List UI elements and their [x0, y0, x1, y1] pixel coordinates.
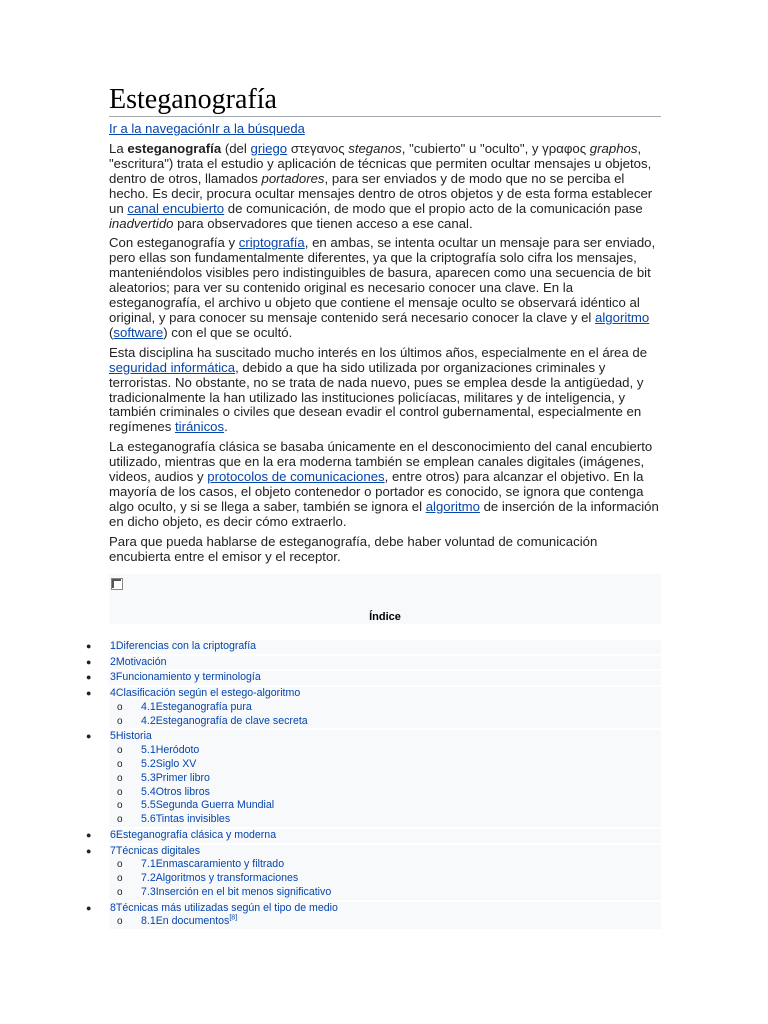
link-algoritmo[interactable]: algoritmo — [425, 498, 480, 514]
text: , "escritura") trata el estudio y aplicación de técnicas que permiten ocultar mensajes u objetos, dentro de otros, llamados — [109, 141, 652, 186]
toc-label: Enmascaramiento y filtrado — [155, 858, 285, 871]
toc-item — [0, 829, 768, 843]
text: ) con el que se ocultó. — [163, 324, 293, 340]
toc-list — [0, 640, 768, 929]
toc-label: Funcionamiento y terminología — [115, 671, 261, 684]
reference-superscript[interactable]: [8] — [229, 914, 238, 922]
toc-label: Heródoto — [155, 744, 200, 757]
toc-label: Esteganografía pura — [155, 700, 252, 713]
text: Con esteganografía y — [109, 235, 239, 251]
toc-number: 8.1 — [141, 915, 156, 928]
toc-item — [0, 902, 768, 916]
article — [109, 84, 661, 564]
bullet-icon: ● — [86, 731, 92, 742]
toc-label: Otros libros — [155, 785, 210, 798]
paragraph-voluntad — [109, 535, 661, 565]
paragraph-intro — [109, 142, 661, 231]
paragraph-criptografia — [109, 236, 661, 340]
bullet-icon: ● — [86, 829, 92, 840]
toc-label: Técnicas más utilizadas según el tipo de medio — [115, 901, 338, 914]
toc-link[interactable] — [141, 772, 210, 786]
toc-link[interactable] — [141, 813, 230, 827]
toc-number: 7.1 — [141, 858, 156, 871]
toc-item — [0, 687, 768, 701]
sub-bullet-icon: o — [117, 859, 123, 871]
sub-bullet-icon: o — [117, 745, 123, 757]
sub-bullet-icon: o — [117, 758, 123, 770]
toc-toggle-checkbox[interactable] — [111, 578, 123, 590]
sub-bullet-icon: o — [117, 814, 123, 826]
toc-number: 5 — [110, 730, 116, 743]
toc-number: 4.1 — [141, 700, 156, 713]
bullet-icon: ● — [86, 641, 92, 651]
text: , en ambas, se intenta ocultar un mensaje para ser enviado, pero ellas son fundamentalmente diferentes, ya que la criptografía solo cifra los mensajes, manteniéndolos visibles pero indistinguibles de basura, aparecen como una secuencia de bit aleatorios; para ver su contenido original es necesario conocer una clave. En la esteganografía, el archivo u objeto que contiene el mensaje oculto se observará idéntico al original, y para conocer su mensaje contenido será necesario conocer la clave y el — [109, 235, 656, 325]
toc-link[interactable] — [141, 799, 274, 813]
toc-link[interactable] — [110, 845, 200, 859]
toc-item — [0, 671, 768, 685]
sub-bullet-icon: o — [117, 772, 123, 784]
text: (del — [221, 141, 251, 156]
toc-link[interactable] — [141, 715, 308, 729]
toc-item — [0, 886, 768, 900]
toc-label: Tintas invisibles — [155, 813, 231, 826]
toc-number: 4.2 — [141, 714, 156, 727]
link-griego[interactable]: griego — [250, 141, 288, 156]
toc-link[interactable] — [110, 829, 276, 843]
toc-link[interactable] — [110, 656, 167, 670]
skip-to-search-link[interactable]: Ir a la búsqueda — [211, 121, 305, 136]
text: στεγανος — [287, 141, 349, 156]
toc-number: 6 — [110, 828, 116, 841]
bullet-icon: ● — [86, 672, 92, 683]
page-title: Esteganografía — [109, 84, 661, 117]
text: Esta disciplina ha suscitado mucho interés en los últimos años, especialmente en el área de — [109, 344, 648, 360]
toc-item — [0, 772, 768, 786]
term-bold: esteganografía — [127, 141, 222, 156]
text: La esteganografía clásica se basaba únicamente en el desconocimiento del canal encubierto utilizado, mientras que en la era moderna también se emplean canales digitales (imágenes, videos, audios y — [109, 439, 653, 485]
toc-number: 7 — [110, 844, 116, 857]
paragraph-clasica — [109, 440, 661, 529]
bullet-icon: ● — [86, 688, 92, 699]
link-software[interactable]: software — [113, 324, 164, 340]
term-italic: portadores — [261, 170, 325, 186]
text: , debido a que ha sido utilizada por organizaciones criminales y terroristas. No obstante, no se trata de nada nuevo, pues se emplea desde la antigüedad, y tradicionalmente la han utilizado las instituciones policíacas, militares y de inteligencia, y también criminales o civiles que desean evadir el control gubernamental, especialmente en regímenes — [109, 359, 644, 435]
toc-label: Algoritmos y transformaciones — [155, 872, 299, 885]
toc-label: Historia — [115, 730, 152, 743]
toc-item — [0, 640, 768, 654]
text: , para ser enviados y de modo que no se perciba el hecho. Es decir, procura ocultar mensajes dentro de otros objetos y de esta forma establecer un — [109, 170, 653, 216]
toc-link[interactable] — [110, 640, 256, 654]
term-italic: inadvertido — [109, 215, 174, 231]
sub-bullet-icon: o — [117, 701, 123, 713]
toc-link[interactable] — [141, 701, 252, 715]
toc-number: 7.3 — [141, 885, 156, 898]
paragraph-interes — [109, 346, 661, 435]
toc-item — [0, 872, 768, 886]
toc-link[interactable] — [141, 915, 237, 929]
toc-link[interactable] — [110, 687, 300, 701]
toc-item — [0, 813, 768, 827]
toc-item — [0, 858, 768, 872]
toc-label: Inserción en el bit menos significativo — [155, 885, 332, 898]
toc-number: 5.4 — [141, 785, 156, 798]
toc-link[interactable] — [141, 744, 199, 758]
toc-label: Siglo XV — [155, 757, 197, 770]
toc-number: 5.5 — [141, 799, 156, 812]
toc-link[interactable] — [141, 758, 196, 772]
link-seguridad-informatica[interactable]: seguridad informática — [109, 359, 236, 375]
toc-item — [0, 799, 768, 813]
toc-link[interactable] — [110, 730, 152, 744]
toc-number: 7.2 — [141, 872, 156, 885]
toc-link[interactable] — [110, 671, 261, 685]
toc-link[interactable] — [110, 902, 338, 916]
toc-link[interactable] — [141, 886, 331, 900]
toc-item — [0, 786, 768, 800]
toc-number: 5.1 — [141, 744, 156, 757]
toc-label: Diferencias con la criptografía — [115, 640, 257, 652]
toc-label: Técnicas digitales — [115, 844, 201, 857]
toc-label: Primer libro — [155, 771, 210, 784]
toc-number: 5.2 — [141, 757, 156, 770]
toc-item — [0, 758, 768, 772]
link-algoritmo[interactable]: algoritmo — [595, 309, 650, 325]
toc-header — [109, 574, 661, 624]
text: , "cubierto" u "oculto", y γραφος — [401, 141, 590, 156]
sub-bullet-icon: o — [117, 715, 123, 727]
text: de comunicación, de modo que el propio acto de la comunicación pase — [224, 200, 643, 216]
text: de inserción de la información en dicho objeto, es decir cómo extraerlo. — [109, 498, 659, 529]
toc-title: Índice — [369, 611, 401, 623]
text: . — [224, 419, 228, 435]
toc-item — [0, 656, 768, 670]
toc-item — [0, 744, 768, 758]
sub-bullet-icon: o — [117, 873, 123, 885]
bullet-icon: ● — [86, 902, 92, 913]
toc-item — [0, 701, 768, 715]
toc-number: 3 — [110, 671, 116, 684]
bullet-icon: ● — [86, 845, 92, 856]
toc-label: Motivación — [115, 655, 167, 668]
term-italic: graphos — [589, 141, 638, 156]
toc-item — [0, 715, 768, 729]
toc-label: Esteganografía de clave secreta — [155, 714, 308, 727]
sub-bullet-icon: o — [117, 786, 123, 798]
toc-label: Segunda Guerra Mundial — [155, 799, 275, 812]
toc-number: 5.3 — [141, 771, 156, 784]
toc-number: 1 — [110, 640, 116, 652]
toc-link[interactable] — [141, 786, 210, 800]
text: para observadores que tienen acceso a ese canal. — [173, 215, 473, 231]
toc-number: 4 — [110, 687, 116, 700]
skip-to-navigation-link[interactable]: Ir a la navegación — [109, 121, 212, 136]
toc-item — [0, 730, 768, 744]
link-criptografia[interactable]: criptografía — [238, 235, 305, 251]
toc-item — [0, 845, 768, 859]
text: La — [109, 141, 128, 156]
bullet-icon: ● — [86, 656, 92, 667]
skip-links — [109, 121, 661, 137]
toc-link[interactable] — [141, 872, 298, 886]
text: ( — [109, 324, 114, 340]
toc-number: 8 — [110, 901, 116, 914]
link-tiranicos[interactable]: tiránicos — [174, 419, 225, 435]
text: , entre otros) para alcanzar el objetivo. En la mayoría de los casos, el objeto contenedor o portador es conocido, se ignora que contenga algo oculto, y si se llega a saber, también se ignora el — [109, 469, 644, 514]
link-protocolos-de-comunicaciones[interactable]: protocolos de comunicaciones — [207, 469, 385, 485]
sub-bullet-icon: o — [117, 800, 123, 812]
sub-bullet-icon: o — [117, 916, 123, 928]
toc-label: En documentos — [155, 915, 230, 928]
toc-number: 5.6 — [141, 813, 156, 826]
toc-item — [0, 915, 768, 929]
toc-label: Esteganografía clásica y moderna — [115, 828, 277, 841]
toc-label: Clasificación según el estego-algoritmo — [115, 687, 301, 700]
sub-bullet-icon: o — [117, 886, 123, 898]
text: Para que pueda hablarse de esteganografía, debe haber voluntad de comunicación encubierta entre el emisor y el receptor. — [109, 533, 598, 564]
term-italic: steganos — [348, 141, 402, 156]
link-canal-encubierto[interactable]: canal encubierto — [127, 200, 225, 216]
toc-number: 2 — [110, 655, 116, 668]
toc-link[interactable] — [141, 858, 284, 872]
